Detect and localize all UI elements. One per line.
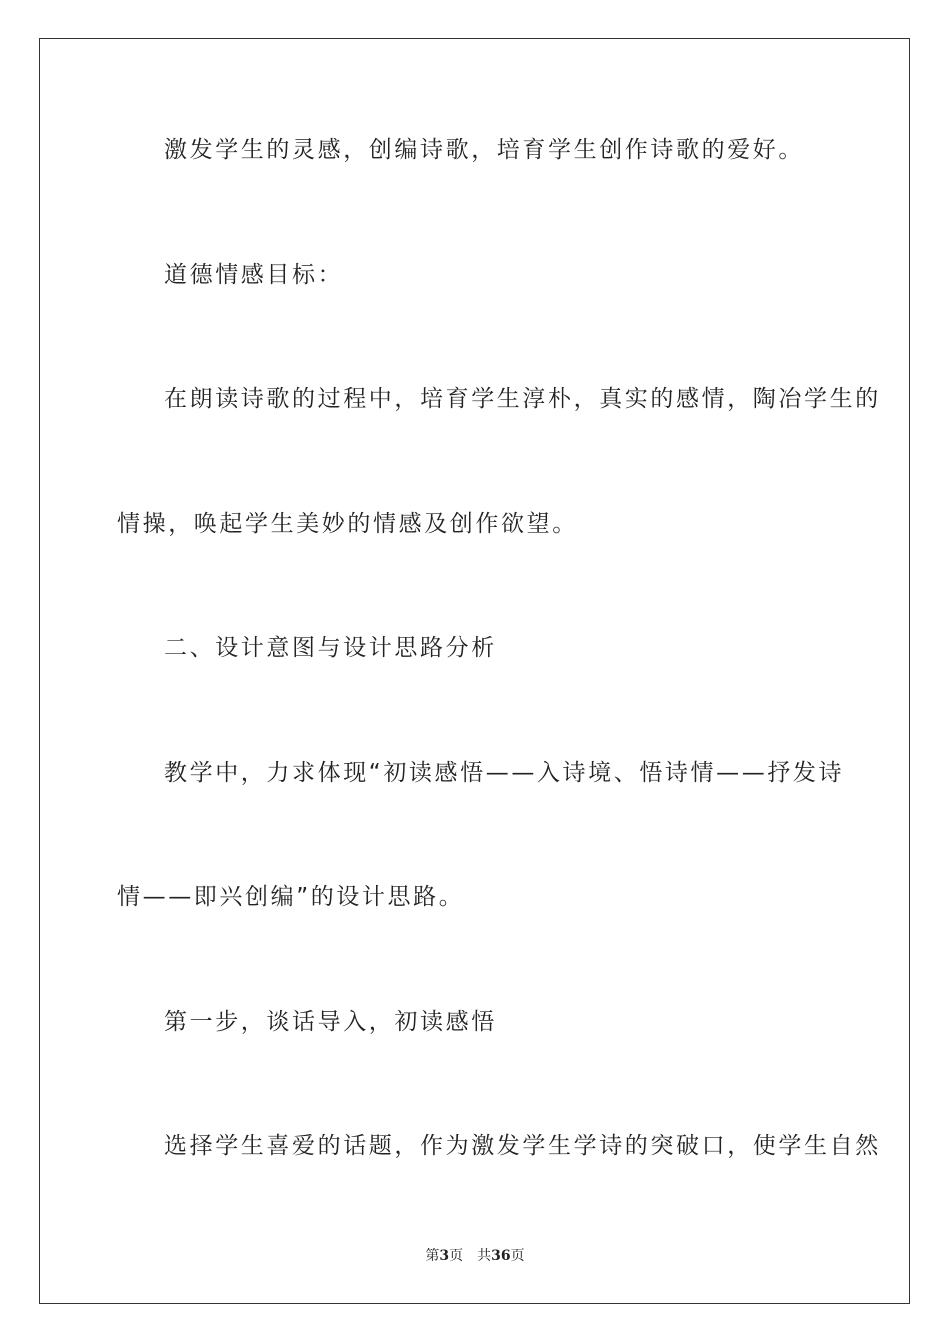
- paragraph-line: 在朗读诗歌的过程中，培育学生淳朴，真实的感情，陶冶学生的: [164, 386, 881, 412]
- page-suffix: 页: [449, 1248, 464, 1264]
- paragraph-line: 选择学生喜爱的话题，作为激发学生学诗的突破口，使学生自然: [164, 1133, 881, 1159]
- section-heading: 道德情感目标：: [164, 262, 344, 288]
- total-prefix: 共: [477, 1248, 492, 1264]
- page-border: [39, 38, 910, 1304]
- total-pages: 36: [491, 1248, 511, 1264]
- section-heading: 二、设计意图与设计思路分析: [164, 635, 497, 661]
- page-prefix: 第: [425, 1248, 440, 1264]
- page-footer: [0, 1246, 950, 1266]
- page-number: 3: [439, 1248, 450, 1264]
- paragraph-line: 教学中，力求体现“初读感悟——入诗境、悟诗情——抒发诗: [164, 760, 845, 786]
- total-suffix: 页: [510, 1248, 525, 1264]
- paragraph-line: 情操，唤起学生美妙的情感及创作欲望。: [117, 511, 578, 537]
- section-heading: 第一步，谈话导入，初读感悟: [164, 1009, 497, 1035]
- paragraph-line: 激发学生的灵感，创编诗歌，培育学生创作诗歌的爱好。: [164, 137, 804, 163]
- paragraph-line: 情——即兴创编”的设计思路。: [117, 884, 465, 910]
